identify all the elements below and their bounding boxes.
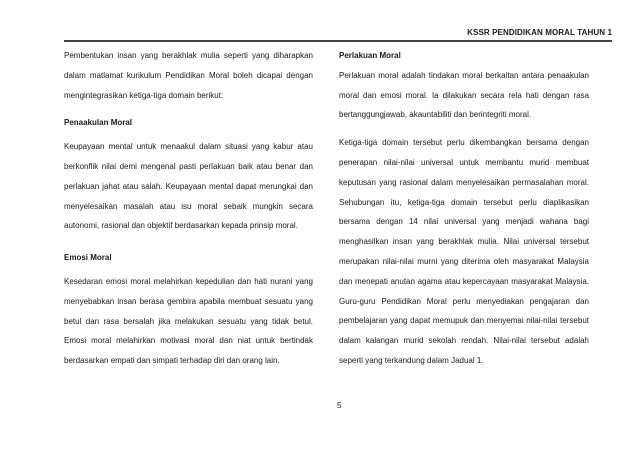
- penaakulan-moral-paragraph: Keupayaan mental untuk menaakul dalam situasi yang kabur atau berkonflik nilai demi mengenal pasti perlakuan baik atau benar dan perlakuan jahat atau salah. Keupayaan mental dapat merungkai dan menyelesaikan masalah atau isu moral sebaik mungkin secara autonomi, rasional dan objektif berdasarkan kepada prinsip moral.: [64, 142, 313, 231]
- heading-emosi-moral: Emosi Moral: [64, 253, 112, 263]
- heading-penaakulan-moral: Penaakulan Moral: [64, 118, 133, 128]
- closing-paragraph: Ketiga-tiga domain tersebut perlu dikembangkan bersama dengan penerapan nilai-nilai universal untuk membantu murid membuat keputusan yang rasional dalam menyelesaikan permasalahan moral. Sehubungan itu, ketiga-tiga domain tersebut perlu diaplikasikan bersama dengan 14 nilai universal yang menjadi wahana bagi menghasilkan insan yang berakhlak mulia. Nilai universal tersebut merupakan nilai-nilai murni yang diterima oleh masyarakat Malaysia dan menepati anutan agama atau kepercayaan masyarakat Malaysia. Guru-guru Pendidikan Moral perlu menyediakan pengajaran dan pembelajaran yang dapat memupuk dan menyemai nilai-nilai tersebut dalam kalangan murid sekolah rendah. Nilai-nilai tersebut adalah seperti yang terkandung dalam Jadual 1.: [339, 138, 589, 365]
- right-column: [339, 46, 589, 371]
- emosi-moral-paragraph: Kesedaran emosi moral melahirkan kepedulian dan hati nurani yang menyebabkan insan berasa gembira apabila membuat sesuatu yang betul dan rasa bersalah jika melakukan sesuatu yang tidak betul. Emosi moral melahirkan motivasi moral dan niat untuk bertindak berdasarkan empati dan simpati terhadap diri dan orang lain.: [64, 276, 313, 366]
- left-column: [64, 46, 313, 371]
- header-title: KSSR PENDIDIKAN MORAL TAHUN 1: [467, 28, 612, 37]
- heading-perlakuan-moral: Perlakuan Moral: [339, 51, 401, 60]
- perlakuan-moral-paragraph: Perlakuan moral adalah tindakan moral berkaitan antara penaakulan moral dan emosi moral. Ia dilakukan secara rela hati dengan rasa bertanggungjawab, akauntabiliti dan berintegriti moral.: [339, 70, 589, 120]
- header-divider: [64, 40, 612, 42]
- page-number: 5: [337, 401, 342, 410]
- intro-paragraph: Pembentukan insan yang berakhlak mulia seperti yang diharapkan dalam matlamat kurikulum Pendidikan Moral boleh dicapai dengan mengintegrasikan ketiga-tiga domain berikut:: [64, 51, 313, 100]
